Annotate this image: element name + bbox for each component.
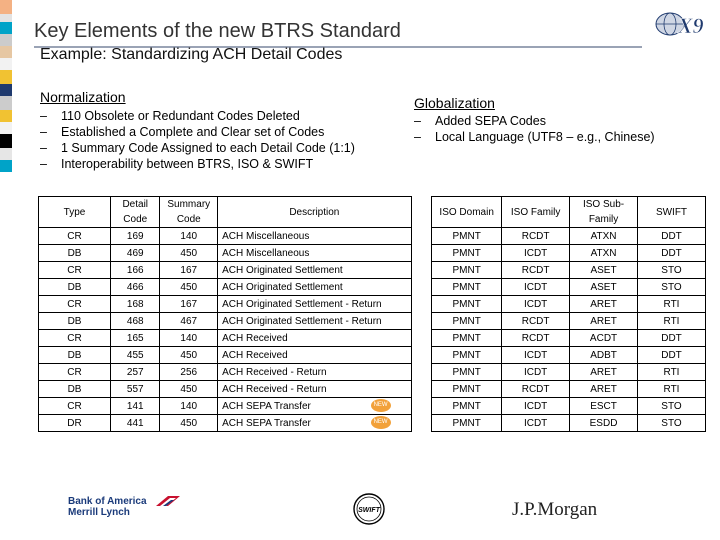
cell-detail-code: 469 <box>111 245 160 262</box>
list-item: – Interoperability between BTRS, ISO & SWIFT <box>40 156 355 172</box>
cell-swift: DDT <box>638 330 706 347</box>
column-gap <box>411 279 432 296</box>
sidebar-swatch <box>0 70 12 84</box>
bofa-name: Bank of America <box>68 496 147 507</box>
cell-iso-sub-family: ARET <box>570 364 638 381</box>
column-gap <box>411 228 432 245</box>
col-header-iso-sub-family: ISO Sub-Family <box>570 197 638 228</box>
cell-swift: RTI <box>638 313 706 330</box>
table-row <box>39 364 706 381</box>
description-text: ACH Originated Settlement - Return <box>222 315 382 327</box>
sidebar-swatch <box>0 96 12 110</box>
swift-logo-icon <box>352 492 386 526</box>
cell-description <box>218 313 412 330</box>
cell-iso-family: ICDT <box>502 364 570 381</box>
cell-summary-code: 140 <box>160 330 218 347</box>
cell-iso-sub-family: ARET <box>570 296 638 313</box>
description-text: ACH Originated Settlement <box>222 264 343 276</box>
cell-type: DB <box>39 245 111 262</box>
cell-type: DB <box>39 313 111 330</box>
table-row <box>39 347 706 364</box>
cell-swift: RTI <box>638 296 706 313</box>
column-gap <box>411 197 432 228</box>
cell-iso-sub-family: ACDT <box>570 330 638 347</box>
cell-type: CR <box>39 330 111 347</box>
cell-summary-code: 450 <box>160 245 218 262</box>
cell-detail-code: 168 <box>111 296 160 313</box>
description-text: ACH Originated Settlement <box>222 281 343 293</box>
list-item: – Added SEPA Codes <box>414 113 655 129</box>
cell-iso-sub-family: ASET <box>570 262 638 279</box>
table-row <box>39 313 706 330</box>
table-body <box>39 228 706 432</box>
description-text: ACH SEPA Transfer <box>222 400 311 412</box>
page-subtitle: Example: Standardizing ACH Detail Codes <box>40 46 343 63</box>
column-gap <box>411 364 432 381</box>
normalization-heading: Normalization <box>40 89 126 105</box>
cell-swift: DDT <box>638 347 706 364</box>
cell-iso-family: RCDT <box>502 381 570 398</box>
cell-detail-code: 468 <box>111 313 160 330</box>
sidebar-swatch <box>0 46 12 58</box>
table-row <box>39 330 706 347</box>
cell-description <box>218 381 412 398</box>
column-gap <box>411 381 432 398</box>
cell-summary-code: 450 <box>160 415 218 432</box>
sidebar-swatch <box>0 84 12 96</box>
table-row <box>39 415 706 432</box>
description-text: ACH Received - Return <box>222 383 327 395</box>
cell-iso-domain: PMNT <box>432 398 502 415</box>
cell-swift: STO <box>638 262 706 279</box>
cell-iso-sub-family: ADBT <box>570 347 638 364</box>
globalization-heading: Globalization <box>414 95 495 111</box>
sidebar-swatch <box>0 34 12 46</box>
column-gap <box>411 262 432 279</box>
description-text: ACH Received - Return <box>222 366 327 378</box>
description-text: ACH Originated Settlement - Return <box>222 298 382 310</box>
cell-iso-domain: PMNT <box>432 262 502 279</box>
cell-summary-code: 256 <box>160 364 218 381</box>
col-header-iso-family: ISO Family <box>502 197 570 228</box>
cell-detail-code: 169 <box>111 228 160 245</box>
table-row <box>39 381 706 398</box>
col-header-iso-domain: ISO Domain <box>432 197 502 228</box>
cell-swift: STO <box>638 279 706 296</box>
cell-detail-code: 455 <box>111 347 160 364</box>
cell-description <box>218 330 412 347</box>
cell-description <box>218 245 412 262</box>
normalization-list <box>40 108 355 172</box>
table-row <box>39 262 706 279</box>
sidebar-color-strip <box>0 0 12 540</box>
cell-description <box>218 347 412 364</box>
cell-detail-code: 441 <box>111 415 160 432</box>
description-text: ACH Miscellaneous <box>222 247 310 259</box>
cell-swift: RTI <box>638 364 706 381</box>
cell-iso-family: RCDT <box>502 262 570 279</box>
table-row <box>39 296 706 313</box>
sidebar-swatch <box>0 0 12 14</box>
cell-type: CR <box>39 364 111 381</box>
sidebar-swatch <box>0 58 12 70</box>
bofa-flag-icon <box>154 494 182 508</box>
sidebar-swatch <box>0 110 12 122</box>
cell-iso-domain: PMNT <box>432 330 502 347</box>
list-item: – 1 Summary Code Assigned to each Detail Code (1:1) <box>40 140 355 156</box>
table-header-row <box>39 197 706 228</box>
x9-logo-text: X9 <box>678 13 704 38</box>
cell-description <box>218 262 412 279</box>
cell-summary-code: 167 <box>160 296 218 313</box>
col-header-description: Description <box>218 197 412 228</box>
cell-description <box>218 364 412 381</box>
cell-iso-domain: PMNT <box>432 381 502 398</box>
table-row <box>39 228 706 245</box>
cell-iso-family: ICDT <box>502 279 570 296</box>
description-text: ACH Miscellaneous <box>222 230 310 242</box>
x9-logo-icon <box>654 8 718 40</box>
cell-iso-domain: PMNT <box>432 245 502 262</box>
sidebar-swatch <box>0 14 12 22</box>
cell-detail-code: 165 <box>111 330 160 347</box>
cell-summary-code: 167 <box>160 262 218 279</box>
cell-description <box>218 279 412 296</box>
bofa-subname: Merrill Lynch <box>68 507 130 518</box>
cell-iso-family: RCDT <box>502 330 570 347</box>
cell-iso-domain: PMNT <box>432 296 502 313</box>
cell-iso-family: ICDT <box>502 347 570 364</box>
cell-description <box>218 228 412 245</box>
cell-type: DB <box>39 381 111 398</box>
cell-type: CR <box>39 296 111 313</box>
cell-iso-domain: PMNT <box>432 228 502 245</box>
new-badge-icon: NEW <box>371 416 391 429</box>
sidebar-swatch <box>0 134 12 148</box>
cell-detail-code: 557 <box>111 381 160 398</box>
cell-swift: STO <box>638 398 706 415</box>
cell-iso-family: RCDT <box>502 228 570 245</box>
sidebar-swatch <box>0 148 12 160</box>
list-item: – Established a Complete and Clear set of Codes <box>40 124 355 140</box>
cell-iso-family: ICDT <box>502 398 570 415</box>
ach-codes-table <box>38 196 706 432</box>
cell-summary-code: 450 <box>160 347 218 364</box>
column-gap <box>411 245 432 262</box>
cell-summary-code: 140 <box>160 228 218 245</box>
col-header-detail-code: Detail Code <box>111 197 160 228</box>
column-gap <box>411 415 432 432</box>
cell-iso-sub-family: ASET <box>570 279 638 296</box>
cell-description <box>218 296 412 313</box>
table-row <box>39 279 706 296</box>
description-text: ACH Received <box>222 349 288 361</box>
description-text: ACH SEPA Transfer <box>222 417 311 429</box>
cell-type: DB <box>39 279 111 296</box>
new-badge-icon: NEW <box>371 399 391 412</box>
column-gap <box>411 296 432 313</box>
cell-iso-domain: PMNT <box>432 347 502 364</box>
cell-type: CR <box>39 262 111 279</box>
cell-iso-family: ICDT <box>502 296 570 313</box>
cell-iso-sub-family: ARET <box>570 381 638 398</box>
cell-swift: STO <box>638 415 706 432</box>
cell-iso-family: ICDT <box>502 415 570 432</box>
table-row <box>39 398 706 415</box>
sidebar-swatch <box>0 160 12 172</box>
cell-detail-code: 257 <box>111 364 160 381</box>
col-header-summary-code: Summary Code <box>160 197 218 228</box>
column-gap <box>411 330 432 347</box>
cell-iso-sub-family: ATXN <box>570 245 638 262</box>
table-row <box>39 245 706 262</box>
column-gap <box>411 313 432 330</box>
cell-iso-sub-family: ESCT <box>570 398 638 415</box>
cell-iso-family: RCDT <box>502 313 570 330</box>
list-item: – Local Language (UTF8 – e.g., Chinese) <box>414 129 655 145</box>
cell-summary-code: 450 <box>160 279 218 296</box>
cell-iso-domain: PMNT <box>432 415 502 432</box>
cell-swift: RTI <box>638 381 706 398</box>
sidebar-swatch <box>0 22 12 34</box>
cell-detail-code: 141 <box>111 398 160 415</box>
cell-description <box>218 398 412 415</box>
page-title: Key Elements of the new BTRS Standard <box>34 20 401 42</box>
cell-iso-domain: PMNT <box>432 313 502 330</box>
cell-type: CR <box>39 398 111 415</box>
cell-swift: DDT <box>638 228 706 245</box>
cell-type: DR <box>39 415 111 432</box>
col-header-swift: SWIFT <box>638 197 706 228</box>
cell-description <box>218 415 412 432</box>
swift-logo-text: SWIFT <box>358 507 380 514</box>
cell-iso-family: ICDT <box>502 245 570 262</box>
cell-detail-code: 466 <box>111 279 160 296</box>
jpmorgan-logo: J.P.Morgan <box>512 499 598 520</box>
description-text: ACH Received <box>222 332 288 344</box>
cell-iso-sub-family: ESDD <box>570 415 638 432</box>
cell-summary-code: 450 <box>160 381 218 398</box>
cell-summary-code: 140 <box>160 398 218 415</box>
sidebar-swatch <box>0 122 12 134</box>
cell-swift: DDT <box>638 245 706 262</box>
list-item: – 110 Obsolete or Redundant Codes Deleted <box>40 108 355 124</box>
column-gap <box>411 398 432 415</box>
cell-iso-domain: PMNT <box>432 279 502 296</box>
cell-summary-code: 467 <box>160 313 218 330</box>
cell-iso-domain: PMNT <box>432 364 502 381</box>
column-gap <box>411 347 432 364</box>
cell-type: CR <box>39 228 111 245</box>
cell-iso-sub-family: ATXN <box>570 228 638 245</box>
cell-type: DB <box>39 347 111 364</box>
col-header-type: Type <box>39 197 111 228</box>
globalization-list <box>414 113 655 145</box>
bofa-logo <box>68 496 147 518</box>
cell-detail-code: 166 <box>111 262 160 279</box>
cell-iso-sub-family: ARET <box>570 313 638 330</box>
